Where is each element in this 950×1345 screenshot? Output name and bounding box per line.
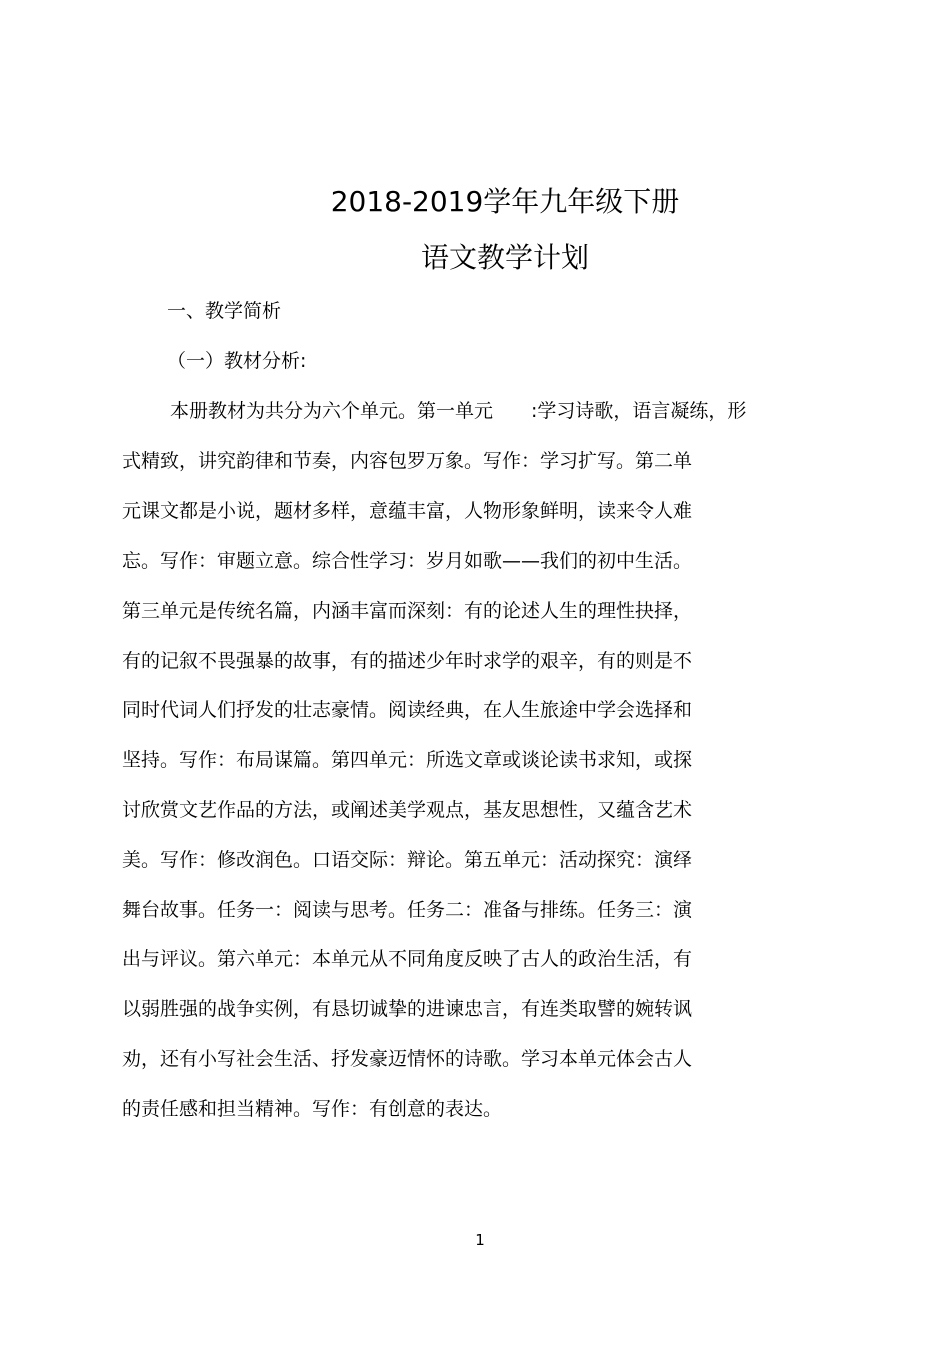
document-title-line-2: 语文教学计划 [420, 241, 589, 274]
paragraph-line: 元课文都是小说，题材多样，意蕴丰富，人物形象鲜明，读来令人难 [122, 500, 693, 522]
page-number: 1 [475, 1231, 485, 1249]
paragraph-line: 有的记叙不畏强暴的故事，有的描述少年时求学的艰辛，有的则是不 [122, 650, 693, 672]
paragraph-line: 讨欣赏文艺作品的方法，或阐述美学观点，基友思想性，又蕴含艺术 [122, 799, 693, 821]
paragraph-line: 美。写作：修改润色。口语交际：辩论。第五单元：活动探究：演绎 [122, 849, 693, 871]
paragraph-line: 第三单元是传统名篇，内涵丰富而深刻：有的论述人生的理性抉择， [122, 600, 693, 622]
paragraph-line: 同时代词人们抒发的壮志豪情。阅读经典，在人生旅途中学会选择和 [122, 699, 693, 721]
paragraph-line: 以弱胜强的战争实例，有恳切诚挚的进谏忠言，有连类取譬的婉转讽 [122, 998, 693, 1020]
paragraph-line: 本册教材为共分为六个单元。第一单元 :学习诗歌，语言凝练，形 [170, 400, 747, 422]
paragraph-line: 舞台故事。任务一：阅读与思考。任务二：准备与排练。任务三：演 [122, 899, 693, 921]
document-title-line-1: 2018-2019学年九年级下册 [330, 185, 680, 218]
paragraph-line: 劝，还有小写社会生活、抒发豪迈情怀的诗歌。学习本单元体会古人 [122, 1048, 693, 1070]
subsection-heading-textbook-analysis: （一）教材分析: [167, 350, 307, 372]
paragraph-line: 坚持。写作：布局谋篇。第四单元：所选文章或谈论读书求知，或探 [122, 749, 693, 771]
paragraph-line: 式精致，讲究韵律和节奏，内容包罗万象。写作：学习扩写。第二单 [122, 450, 693, 472]
paragraph-line: 出与评议。第六单元：本单元从不同角度反映了古人的政治生活，有 [122, 948, 693, 970]
paragraph-line: 的责任感和担当精神。写作：有创意的表达。 [122, 1098, 503, 1120]
section-heading-teaching-analysis: 一、教学简析 [167, 300, 282, 322]
paragraph-line: 忘。写作：审题立意。综合性学习：岁月如歌——我们的初中生活。 [122, 550, 693, 572]
